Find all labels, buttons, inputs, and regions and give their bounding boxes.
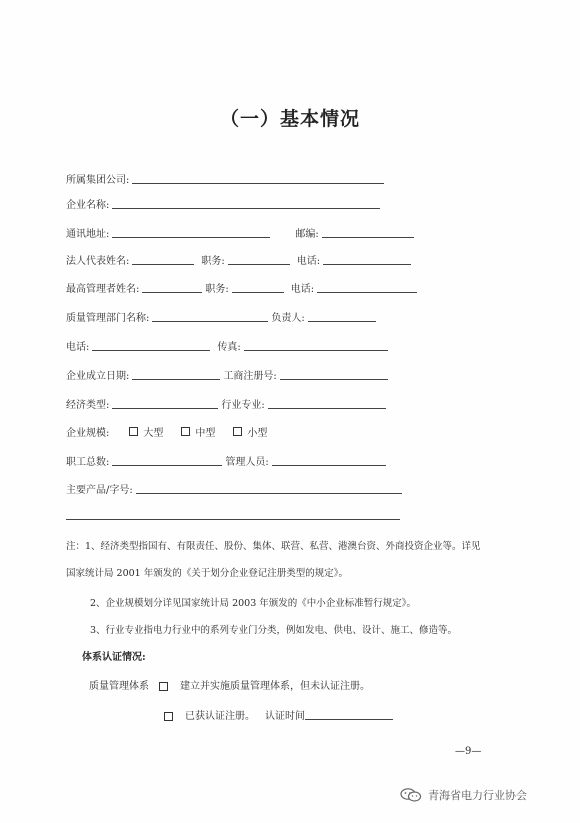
checkbox-certified[interactable] xyxy=(164,712,173,721)
row-main-products-continued xyxy=(66,504,403,522)
row-cert-option-1 xyxy=(89,674,370,692)
scale-option-medium[interactable] xyxy=(181,424,215,439)
scale-label: 企业规模: xyxy=(66,428,110,439)
enterprise-name-field[interactable] xyxy=(112,196,380,209)
top-manager-phone-label: 电话: xyxy=(290,284,315,295)
management-staff-label: 管理人员: xyxy=(225,457,269,468)
legal-rep-label: 法人代表姓名: xyxy=(66,256,130,267)
main-products-field-continued[interactable] xyxy=(66,507,400,520)
row-main-products xyxy=(66,478,405,496)
checkbox-large[interactable] xyxy=(129,427,138,436)
row-top-manager xyxy=(66,277,420,295)
top-manager-label: 最高管理者姓名: xyxy=(66,284,140,295)
legal-rep-field[interactable] xyxy=(132,252,194,265)
row-enterprise-name xyxy=(66,193,383,211)
checkbox-small[interactable] xyxy=(233,427,242,436)
page-number: —9— xyxy=(455,746,482,757)
certified-label: 已获认证注册。 xyxy=(185,711,255,722)
main-products-field[interactable] xyxy=(136,481,402,494)
legal-rep-phone-field[interactable] xyxy=(323,252,411,265)
address-label: 通讯地址: xyxy=(66,229,110,240)
row-quality-dept xyxy=(66,306,379,324)
scale-option-medium-label: 中型 xyxy=(195,428,216,439)
economic-type-label: 经济类型: xyxy=(66,400,110,411)
checkbox-medium[interactable] xyxy=(181,427,190,436)
person-in-charge-field[interactable] xyxy=(308,309,376,322)
row-cert-option-2 xyxy=(164,704,396,722)
group-company-label: 所属集团公司: xyxy=(66,175,130,186)
phone-field[interactable] xyxy=(92,338,210,351)
row-phone-fax xyxy=(66,335,391,353)
industry-field[interactable] xyxy=(268,396,386,409)
wechat-icon xyxy=(400,788,422,802)
watermark xyxy=(400,787,527,803)
row-scale xyxy=(66,421,285,439)
postcode-field[interactable] xyxy=(322,225,414,238)
address-field[interactable] xyxy=(112,225,270,238)
note-1-line-1: 注：1、经济类型指国有、有限责任、股份、集体、联营、私营、港澳台资、外商投资企业等。详见 xyxy=(66,541,481,552)
enterprise-name-label: 企业名称: xyxy=(66,200,110,211)
page-title: （一）基本情况 xyxy=(219,108,360,130)
not-certified-label: 建立并实施质量管理体系，但未认证注册。 xyxy=(180,681,370,692)
cert-time-field[interactable] xyxy=(305,707,393,720)
fax-field[interactable] xyxy=(244,338,388,351)
note-2: 2、企业规模划分详见国家统计局 2003 年颁发的《中小企业标准暂行规定》。 xyxy=(90,598,417,609)
top-manager-position-field[interactable] xyxy=(232,280,284,293)
row-group-company xyxy=(66,168,387,186)
legal-rep-position-label: 职务: xyxy=(201,256,225,267)
postcode-label: 邮编: xyxy=(295,229,319,240)
industry-label: 行业专业: xyxy=(221,400,265,411)
person-in-charge-label: 负责人: xyxy=(271,313,305,324)
legal-rep-phone-label: 电话: xyxy=(296,256,321,267)
row-economic-type xyxy=(66,393,389,411)
total-staff-field[interactable] xyxy=(112,453,222,466)
legal-rep-position-field[interactable] xyxy=(228,252,290,265)
top-manager-field[interactable] xyxy=(142,280,202,293)
established-field[interactable] xyxy=(132,367,220,380)
registration-no-field[interactable] xyxy=(280,367,388,380)
scale-option-large[interactable] xyxy=(129,424,163,439)
scale-option-large-label: 大型 xyxy=(143,428,164,439)
management-staff-field[interactable] xyxy=(272,453,386,466)
cert-time-label: 认证时间 xyxy=(265,711,305,722)
row-address xyxy=(66,222,417,240)
group-company-field[interactable] xyxy=(132,171,384,184)
note-1-line-2: 国家统计局 2001 年颁发的《关于划分企业登记注册类型的规定》。 xyxy=(66,568,348,579)
established-label: 企业成立日期: xyxy=(66,371,130,382)
economic-type-field[interactable] xyxy=(112,396,218,409)
certification-title: 体系认证情况: xyxy=(82,652,146,663)
registration-no-label: 工商注册号: xyxy=(223,371,277,382)
checkbox-not-certified[interactable] xyxy=(159,682,168,691)
row-staff xyxy=(66,450,389,468)
total-staff-label: 职工总数: xyxy=(66,457,110,468)
main-products-label: 主要产品/字号: xyxy=(66,485,133,496)
top-manager-position-label: 职务: xyxy=(205,284,229,295)
quality-system-label: 质量管理体系 xyxy=(89,681,149,692)
phone-label: 电话: xyxy=(66,342,90,353)
top-manager-phone-field[interactable] xyxy=(317,280,417,293)
quality-dept-field[interactable] xyxy=(152,309,268,322)
note-3: 3、行业专业指电力行业中的系列专业门分类，例如发电、供电、设计、施工、修造等。 xyxy=(90,625,458,636)
watermark-text: 青海省电力行业协会 xyxy=(428,789,527,802)
quality-dept-label: 质量管理部门名称: xyxy=(66,313,150,324)
fax-label: 传真: xyxy=(217,342,241,353)
scale-option-small-label: 小型 xyxy=(247,428,268,439)
scale-option-small[interactable] xyxy=(233,424,267,439)
row-established xyxy=(66,364,391,382)
row-legal-rep xyxy=(66,249,414,267)
